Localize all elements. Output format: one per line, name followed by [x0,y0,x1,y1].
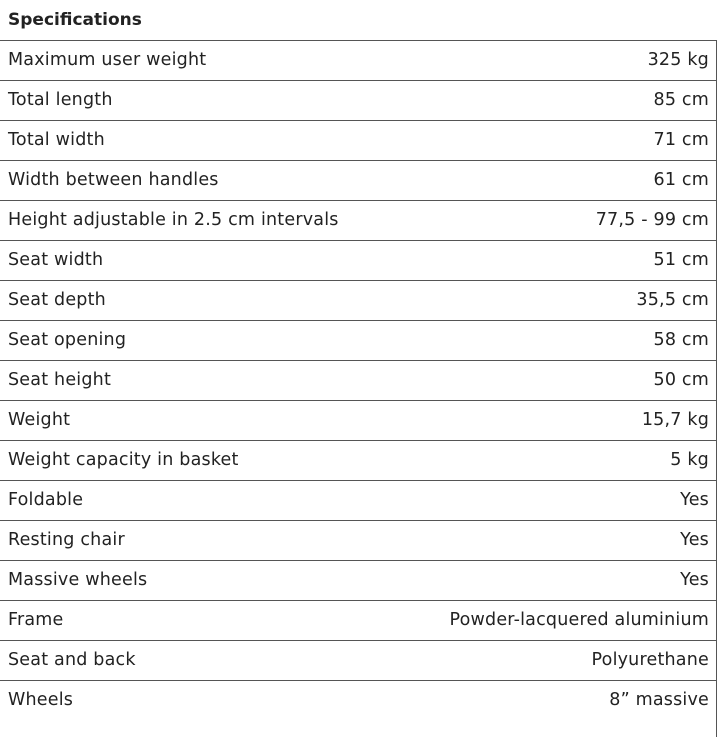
spec-label: Wheels [8,690,74,711]
spec-label: Massive wheels [0,560,359,600]
table-row [0,320,717,360]
table-row [0,40,717,80]
spec-value: 325 kg [359,40,717,80]
table-row [0,440,717,480]
table-row [0,240,717,280]
spec-value: Powder-lacquered aluminium [359,600,717,640]
spec-label: Seat opening [0,320,359,360]
table-row [0,280,717,320]
spec-value: Yes [359,520,717,560]
spec-label: Total length [0,80,359,120]
spec-value: Yes [359,560,717,600]
spec-label: Weight [0,400,359,440]
spec-label: Foldable [0,480,359,520]
spec-value: 35,5 cm [359,280,717,320]
spec-value: 85 cm [359,80,717,120]
table-title: Specifications [0,0,717,40]
spec-label: Width between handles [0,160,359,200]
table-row [0,400,717,440]
spec-label: Seat depth [0,280,359,320]
table-row [0,640,717,680]
table-row [0,80,717,120]
spec-label: Seat width [0,240,359,280]
spec-label: Frame [0,600,359,640]
spec-value: 77,5 - 99 cm [359,200,717,240]
spec-value: 8” massive [609,690,709,711]
spec-label: Seat height [0,360,359,400]
spec-value: Yes [359,480,717,520]
table-row [0,560,717,600]
spec-label: Seat and back [0,640,359,680]
spec-value: 71 cm [359,120,717,160]
spec-value: 15,7 kg [359,400,717,440]
spec-value: 61 cm [359,160,717,200]
spec-value: 50 cm [359,360,717,400]
table-row [0,520,717,560]
table-header-row [0,0,717,40]
table-row [0,160,717,200]
table-row [0,200,717,240]
spec-label: Height adjustable in 2.5 cm intervals [0,200,359,240]
spec-value: 58 cm [359,320,717,360]
table-row [0,480,717,520]
spec-value: 5 kg [359,440,717,480]
spec-label: Maximum user weight [0,40,359,80]
spec-value: Polyurethane [359,640,717,680]
specifications-body [0,40,717,720]
spec-label: Weight capacity in basket [0,440,359,480]
spec-label: Resting chair [0,520,359,560]
spec-label: Total width [0,120,359,160]
table-row [0,120,717,160]
table-row [0,600,717,640]
spec-value: 51 cm [359,240,717,280]
table-row [0,360,717,400]
table-row [0,680,717,720]
